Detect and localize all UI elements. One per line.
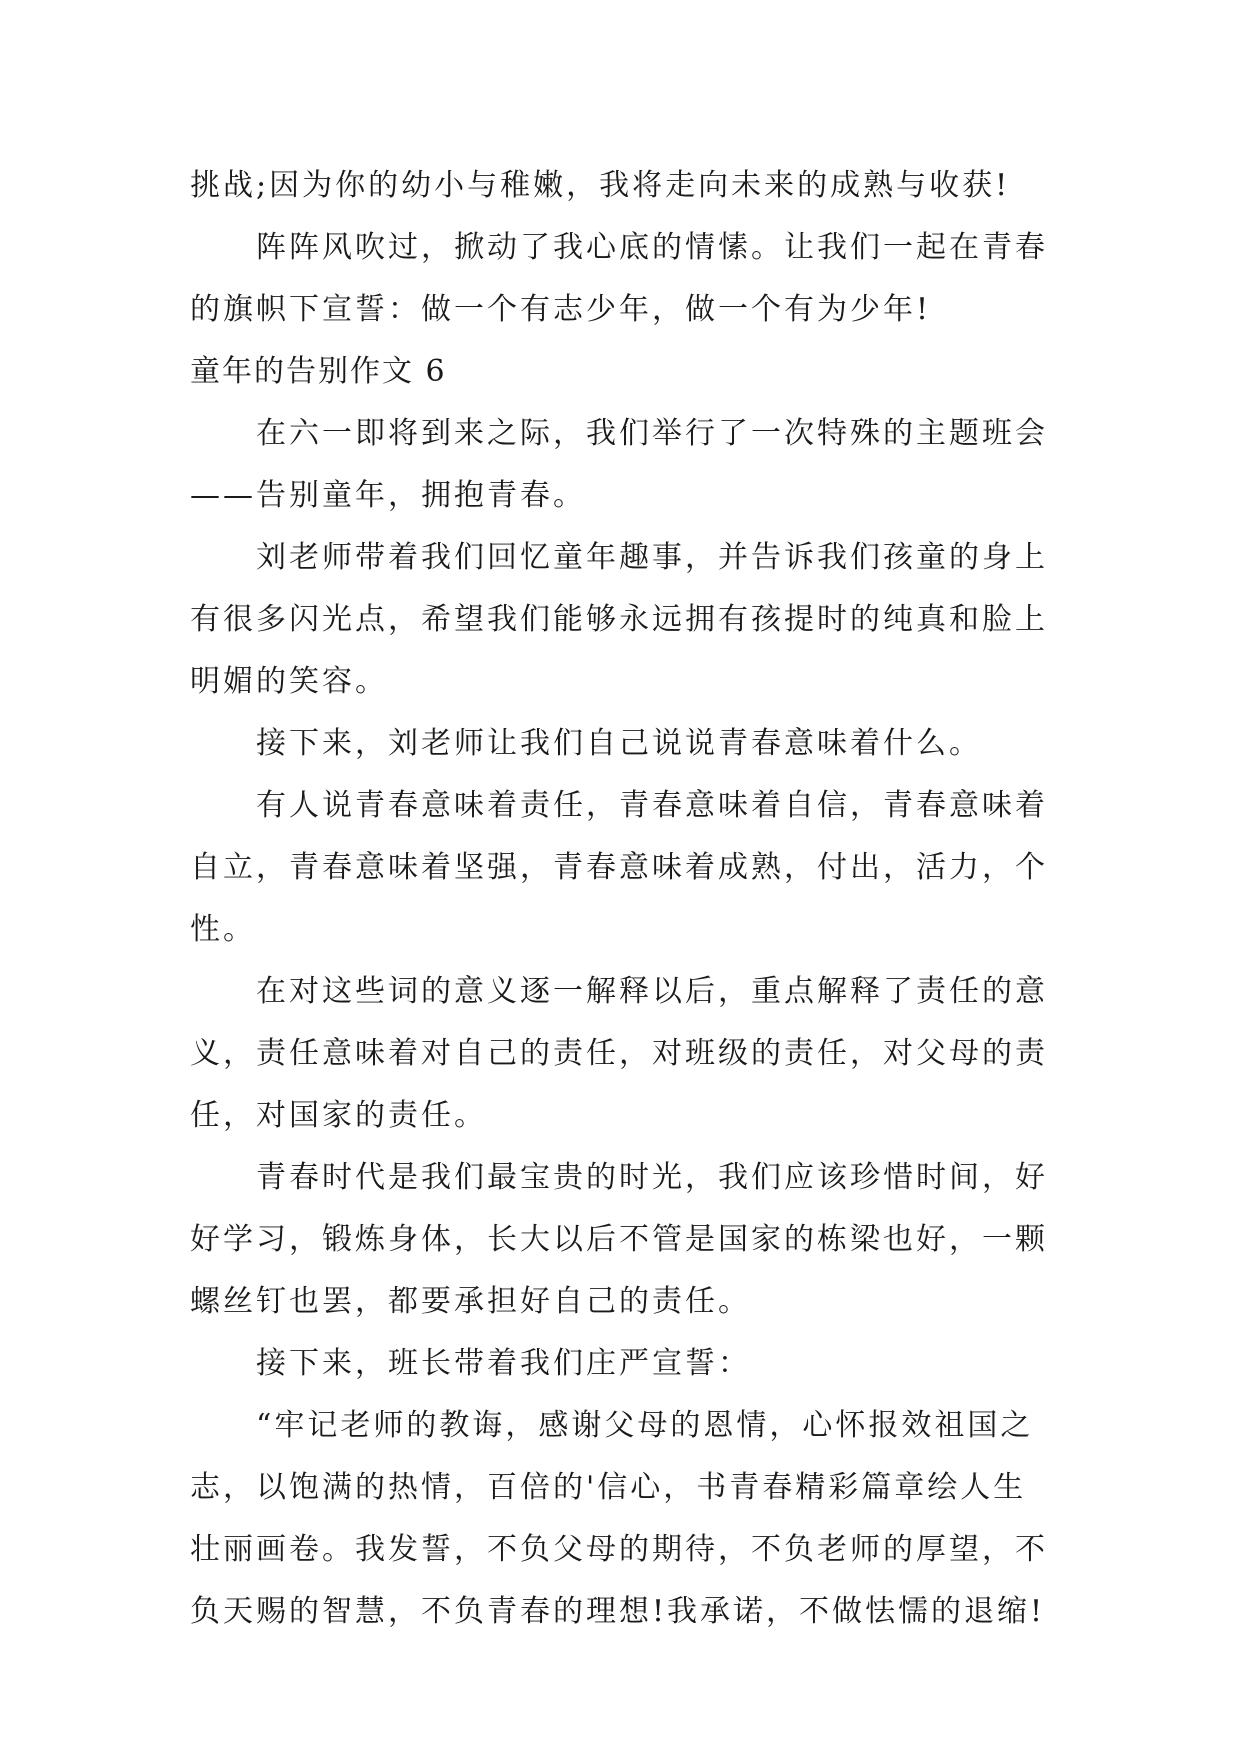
text-line: 螺丝钉也罢，都要承担好自己的责任。 bbox=[190, 1284, 751, 1319]
text-line: 志，以饱满的热情，百倍的'信心，书青春精彩篇章绘人生 bbox=[190, 1470, 1027, 1505]
text-line: 有人说青春意味着责任，青春意味着自信，青春意味着 bbox=[256, 788, 1048, 823]
text-line: 义，责任意味着对自己的责任，对班级的责任，对父母的责 bbox=[190, 1036, 1048, 1071]
text-line: 任，对国家的责任。 bbox=[190, 1098, 487, 1133]
text-line: 阵阵风吹过，掀动了我心底的情愫。让我们一起在青春 bbox=[256, 230, 1048, 265]
text-line: 挑战;因为你的幼小与稚嫩，我将走向未来的成熟与收获! bbox=[190, 168, 1011, 203]
text-line: “牢记老师的教诲，感谢父母的恩情，心怀报效祖国之 bbox=[256, 1408, 1034, 1443]
text-line: 在六一即将到来之际，我们举行了一次特殊的主题班会 bbox=[256, 416, 1048, 451]
text-line: 青春时代是我们最宝贵的时光，我们应该珍惜时间，好 bbox=[256, 1160, 1048, 1195]
text-line: ——告别童年，拥抱青春。 bbox=[190, 478, 586, 513]
text-line: 接下来，刘老师让我们自己说说青春意味着什么。 bbox=[256, 726, 982, 761]
text-line: 壮丽画卷。我发誓，不负父母的期待，不负老师的厚望，不 bbox=[190, 1532, 1048, 1567]
text-line: 接下来，班长带着我们庄严宣誓： bbox=[256, 1346, 751, 1381]
document-body bbox=[190, 155, 1060, 1643]
text-line: 有很多闪光点，希望我们能够永远拥有孩提时的纯真和脸上 bbox=[190, 602, 1048, 637]
text-line: 的旗帜下宣誓：做一个有志少年，做一个有为少年! bbox=[190, 292, 932, 327]
text-line: 在对这些词的意义逐一解释以后，重点解释了责任的意 bbox=[256, 974, 1048, 1009]
text-line: 自立，青春意味着坚强，青春意味着成熟，付出，活力，个 bbox=[190, 850, 1048, 885]
section-heading: 童年的告别作文 6 bbox=[190, 354, 447, 389]
text-line: 负天赐的智慧，不负青春的理想!我承诺，不做怯懦的退缩! bbox=[190, 1594, 1046, 1629]
text-line: 刘老师带着我们回忆童年趣事，并告诉我们孩童的身上 bbox=[256, 540, 1048, 575]
text-line: 明媚的笑容。 bbox=[190, 664, 388, 699]
text-line: 好学习，锻炼身体，长大以后不管是国家的栋梁也好，一颗 bbox=[190, 1222, 1048, 1257]
text-line: 性。 bbox=[190, 912, 256, 947]
